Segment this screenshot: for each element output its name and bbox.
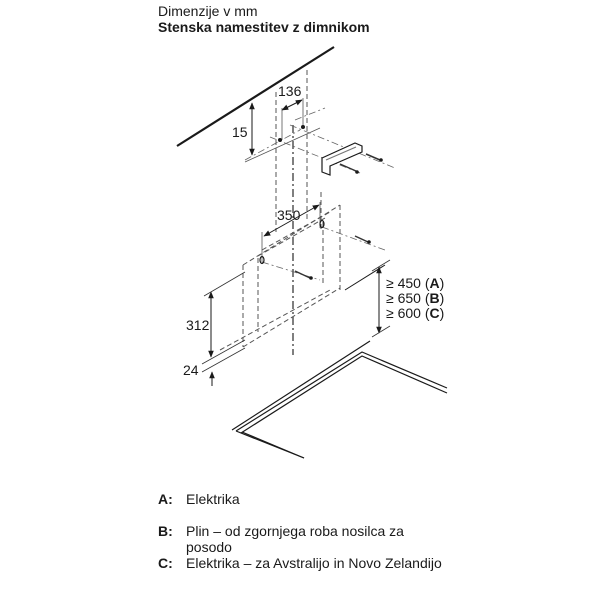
legend-key: C:	[158, 555, 173, 571]
dim-15-label: 15	[232, 124, 248, 140]
screw-head	[367, 240, 371, 244]
hood-screws	[295, 236, 368, 278]
ceiling-hole-left	[278, 138, 282, 142]
hob-outline	[232, 341, 447, 458]
bracket-axes	[245, 108, 395, 173]
min-distance-b: ≥ 650 (B)	[386, 290, 445, 306]
legend-a	[158, 491, 446, 507]
legend-c	[158, 555, 446, 571]
dim-24-label: 24	[183, 362, 199, 378]
dim-350-label: 350	[277, 207, 301, 223]
dim-312-label: 312	[186, 317, 210, 333]
dimension-136	[282, 98, 303, 140]
ceiling-hole-right	[301, 125, 305, 129]
legend-text: Elektrika – za Avstralijo in Novo Zelandijo	[186, 555, 442, 571]
legend-key: A:	[158, 491, 173, 507]
legend-key: B:	[158, 523, 173, 539]
screw-head	[355, 170, 359, 174]
dimension-312	[204, 272, 245, 357]
screw-head	[309, 276, 313, 280]
screw-head	[379, 158, 383, 162]
min-distance-a: ≥ 450 (A)	[386, 275, 445, 291]
legend-text: Elektrika	[186, 491, 240, 507]
legend-text: Plin – od zgornjega roba nosilca za posodo	[186, 523, 404, 555]
min-distance-c: ≥ 600 (C)	[386, 305, 445, 321]
hood-hole-right	[320, 221, 324, 228]
ceiling-line	[177, 47, 334, 146]
legend-b	[158, 523, 446, 555]
installation-title: Stenska namestitev z dimnikom	[158, 19, 370, 35]
units-label: Dimenzije v mm	[158, 3, 258, 19]
dim-136-label: 136	[278, 83, 302, 99]
dimension-24	[202, 340, 245, 386]
